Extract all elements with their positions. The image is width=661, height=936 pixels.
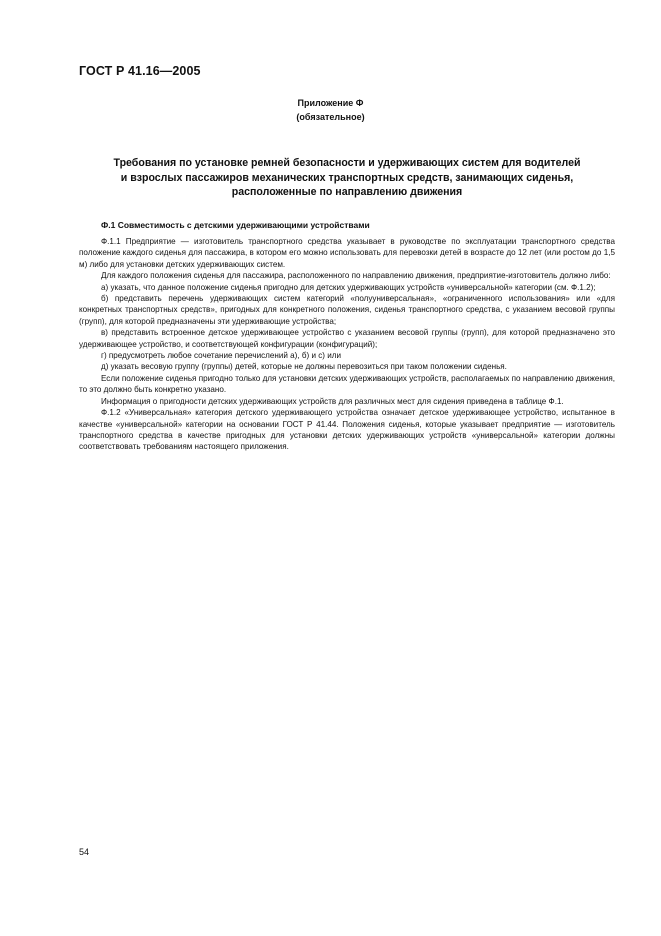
paragraph: а) указать, что данное положение сиденья пригодно для детских удерживающих устройств «универсальной» категории (см. Ф.1.2);: [101, 282, 596, 292]
annex-status: (обязательное): [296, 112, 365, 122]
annex-heading: [55, 96, 606, 124]
paragraph: г) предусмотреть любое сочетание перечислений а), б) и с) или: [101, 351, 341, 361]
annex-title: [79, 156, 615, 200]
paragraph: д) указать весовую группу (группы) детей, которые не должны перевозиться при таком положении сиденья.: [101, 362, 507, 372]
title-line-1: Требования по установке ремней безопасности и удерживающих систем для водителей: [113, 157, 581, 169]
paragraph: Информация о пригодности детских удерживающих устройств для различных мест для сидения приведена в таблице Ф.1.: [101, 396, 564, 406]
section-heading: Ф.1 Совместимость с детскими удерживающими устройствами: [101, 220, 370, 230]
paragraph: б) представить перечень удерживающих систем категорий «полууниверсальная», «ограниченного использования» или «для конкретных транспортных средств», пригодных для конкретного положения, сиденья транспортного средства, с указанием весовой группы (групп), для которой предназначены эти удерживающие устройства;: [79, 294, 615, 326]
paragraph: Для каждого положения сиденья для пассажира, расположенного по направлению движения, предприятие-изготовитель должно либо:: [101, 271, 611, 281]
paragraph: Если положение сиденья пригодно только для установки детских удерживающих устройств, располагаемых по направлению движения, то это должно быть конкретно указано.: [79, 373, 615, 395]
paragraph: Ф.1.1 Предприятие — изготовитель транспортного средства указывает в руководстве по эксплуатации транспортного средства положение каждого сиденья для пассажира, в котором его можно использовать для перевозки детей в возрасте до 12 лет (или ростом до 1,5 м) либо для установки детских удерживающих систем.: [79, 237, 615, 269]
paragraph: в) представить встроенное детское удерживающее устройство с указанием весовой группы (групп), для которой предназначено это удерживающее устройство, и соответствующей конфигурации (конфигураций);: [79, 328, 615, 349]
paragraph: Ф.1.2 «Универсальная» категория детского удерживающего устройства означает детское удерживающее устройство, испытанное в качестве «универсальной» категории на основании ГОСТ Р 41.44. Положения сиденья, которые указывает предприятие — изготовитель транспортного средства в качестве пригодных для установки детских удерживающих устройств «универсальной» категории должны соответствовать требованиям настоящего приложения.: [79, 408, 615, 452]
document-code: ГОСТ Р 41.16—2005: [79, 64, 201, 78]
annex-label: Приложение Ф: [297, 98, 364, 108]
title-line-2: и взрослых пассажиров механических транспортных средств, занимающих сиденья,: [120, 171, 574, 184]
body-text: [79, 236, 615, 453]
page-number: 54: [79, 847, 90, 857]
title-line-3: расположенные по направлению движения: [231, 186, 463, 198]
